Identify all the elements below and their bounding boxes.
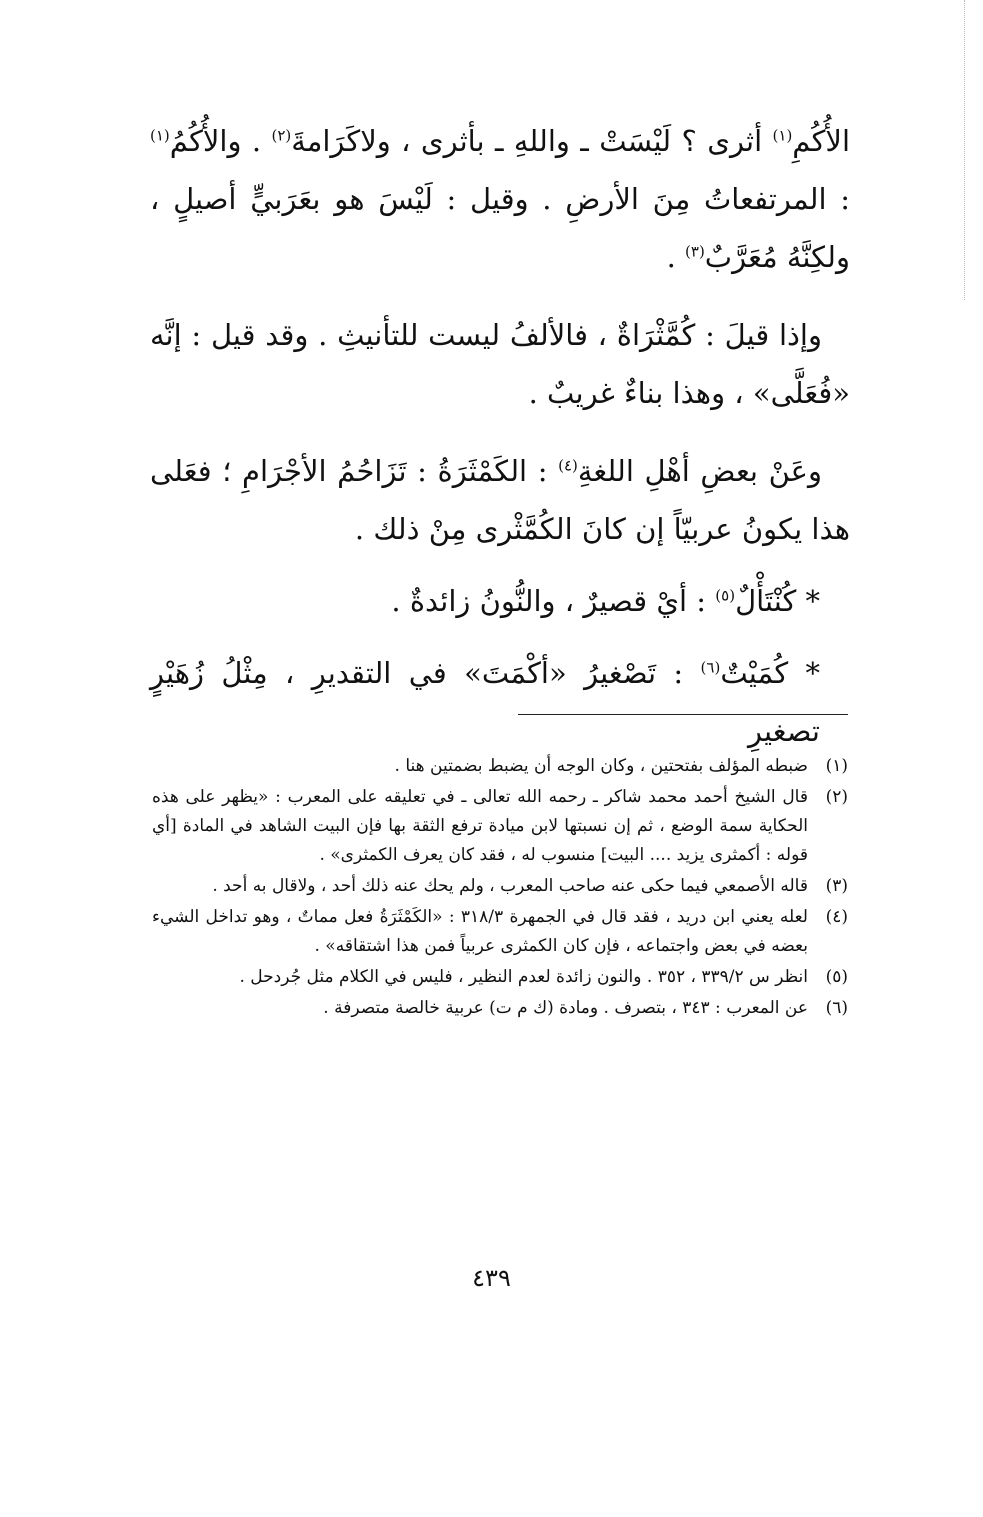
footnote-ref-1: (١) (772, 126, 793, 145)
footnotes (152, 752, 848, 1025)
page-number: ٤٣٩ (472, 1264, 511, 1292)
footnote-number: (٤) (825, 907, 848, 927)
footnote-ref-1b: (١) (150, 126, 170, 145)
paragraph-3 (150, 442, 850, 558)
footnote-text: انظر س ٣٣٩/٢ ، ٣٥٢ . والنون زائدة لعدم النظير ، فليس في الكلام مثل جُردحل . (239, 967, 808, 987)
footnote-ref-4: (٤) (558, 456, 578, 475)
footnote-number: (١) (825, 756, 848, 776)
entry-headword: كُمَيْتٌ (720, 656, 789, 690)
footnote-text: ضبطه المؤلف بفتحتين ، وكان الوجه أن يضبط بضمتين هنا . (394, 756, 808, 776)
p1-text-1: الأُكُمِ (792, 124, 850, 158)
entry-star: * (796, 584, 820, 618)
p1-text-5: . (666, 240, 686, 274)
main-text (150, 112, 850, 760)
footnote-item (152, 903, 848, 961)
footnote-text: لعله يعني ابن دريد ، فقد قال في الجمهرة ٣١٨/٣ : «الكَمْثَرَةُ فعل مماتٌ ، وهو تداخل الشيء بعضه في بعض واجتماعه ، فإن كان الكمثرى عربياً فمن هذا اشتقاقه» . (152, 907, 808, 956)
footnote-number: (٦) (825, 998, 848, 1018)
p1-text-4: : المرتفعاتُ مِنَ الأرضِ . وقيل : لَيْسَ هو بعَرَبيٍّ أصيلٍ ، ولكِنَّهُ مُعَرَّبٌ (150, 182, 850, 274)
p3-text-1: وعَنْ بعضِ أهْلِ اللغةِ (577, 454, 822, 488)
footnote-text: قاله الأصمعي فيما حكى عنه صاحب المعرب ، ولم يحك عنه ذلك أحد ، ولاقال به أحد . (212, 876, 808, 896)
scan-edge-line (964, 0, 965, 300)
entry-definition: : أيْ قصيرٌ ، والنُّونُ زائدةٌ . (391, 584, 716, 618)
footnote-text: عن المعرب : ٣٤٣ ، بتصرف . ومادة (ك م ت) عربية خالصة متصرفة . (323, 998, 808, 1018)
entry-star: * (788, 656, 821, 690)
footnote-ref-6: (٦) (700, 658, 721, 677)
paragraph-1 (150, 112, 850, 286)
entry-headword: كُنْتَأْلٌ (735, 584, 797, 618)
footnote-divider (518, 714, 848, 715)
p1-text-3: . والأُكُمُ (169, 124, 272, 158)
footnote-number: (٢) (825, 787, 848, 807)
footnote-number: (٥) (825, 967, 848, 987)
footnote-item (152, 872, 848, 901)
entry-kumayt (150, 644, 850, 760)
footnote-item (152, 994, 848, 1023)
entry-definition: : تَصْغيرُ «أكْمَتَ» في التقديرِ ، مِثْلُ زُهَيْرٍ تصغيرِ (150, 656, 820, 748)
footnote-number: (٣) (825, 876, 848, 896)
footnote-ref-5: (٥) (715, 586, 736, 605)
footnote-ref-3: (٣) (685, 242, 705, 261)
entry-kuntaal (150, 572, 850, 630)
paragraph-2: وإذا قيلَ : كُمَّثْرَاةٌ ، فالألفُ ليست للتأنيثِ . وقد قيل : إنَّه «فُعَلَّى» ، وهذا بناءٌ غريبٌ . (150, 318, 850, 410)
footnote-ref-2: (٢) (271, 126, 292, 145)
p1-text-2: أثرى ؟ لَيْسَتْ ـ واللهِ ـ بأثرى ، ولاكَرَامةَ (291, 124, 773, 158)
p3-text-2: : الكَمْثَرَةُ : تَزَاحُمُ الأجْرَامِ ؛ فعَلى هذا يكونُ عربيّاً إن كانَ الكُمَّثْرى مِنْ ذلك . (150, 454, 850, 546)
footnote-item (152, 963, 848, 992)
footnote-item (152, 752, 848, 781)
footnote-item (152, 783, 848, 870)
footnote-text: قال الشيخ أحمد محمد شاكر ـ رحمه الله تعالى ـ في تعليقه على المعرب : «يظهر على هذه الحكاية سمة الوضع ، ثم إن نسبتها لابن ميادة ترفع الثقة بها فإن البيت الشاهد في المادة [أي قوله : أكمثرى يزيد .... البيت] منسوب له ، فقد كان يعرف الكمثرى» . (152, 787, 808, 865)
